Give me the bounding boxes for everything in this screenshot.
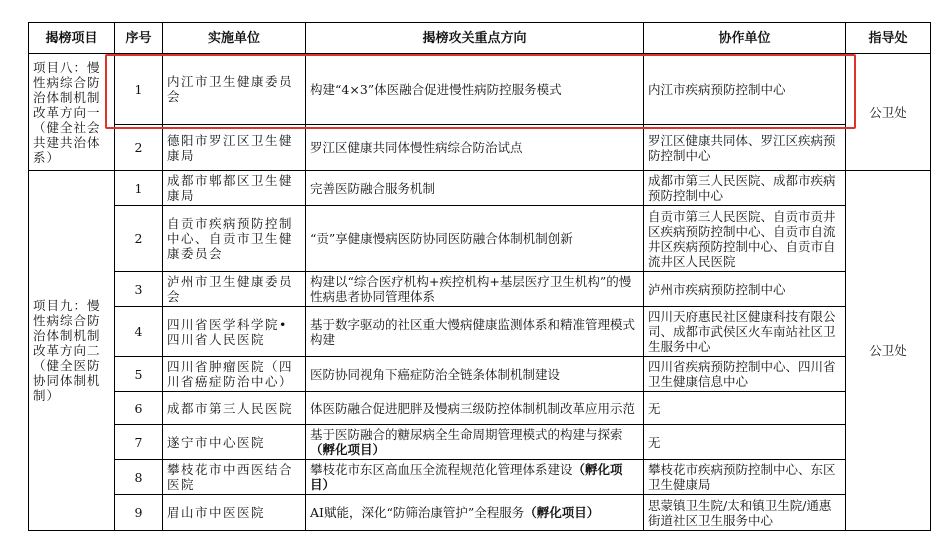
table-row <box>29 392 931 425</box>
table-row <box>29 425 931 460</box>
unit-cell: 四川省肿瘤医院（四川省癌症防治中心） <box>163 357 306 392</box>
partner-cell: 自贡市第三人民医院、自贡市贡井区疾病预防控制中心、自贡市自流井区疾病预防控制中心、自贡市自流井区人民医院 <box>644 206 846 272</box>
seq-cell: 5 <box>115 357 163 392</box>
direction-cell <box>306 206 644 272</box>
table-row <box>29 307 931 357</box>
unit-cell: 眉山市中医医院 <box>163 495 306 531</box>
unit-cell: 四川省医学科学院•四川省人民医院 <box>163 307 306 357</box>
partner-cell: 罗江区健康共同体、罗江区疾病预防控制中心 <box>644 125 846 171</box>
guide-cell: 公卫处 <box>846 171 931 531</box>
direction-cell <box>306 460 644 495</box>
unit-cell: 泸州市卫生健康委员会 <box>163 272 306 307</box>
seq-cell: 4 <box>115 307 163 357</box>
unit-cell: 德阳市罗江区卫生健康局 <box>163 125 306 171</box>
table-row <box>29 125 931 171</box>
direction-cell <box>306 357 644 392</box>
table-row <box>29 357 931 392</box>
direction-text: 构建“4×3”体医融合促进慢性病防控服务模式 <box>310 81 562 97</box>
table-row <box>29 171 931 206</box>
unit-cell: 成都市第三人民医院 <box>163 392 306 425</box>
seq-cell: 9 <box>115 495 163 531</box>
partner-cell: 四川省疾病预防控制中心、四川省卫生健康信息中心 <box>644 357 846 392</box>
direction-text: 完善医防融合服务机制 <box>310 180 436 196</box>
table-row <box>29 272 931 307</box>
direction-cell <box>306 54 644 125</box>
table-row <box>29 495 931 531</box>
seq-cell: 2 <box>115 125 163 171</box>
seq-cell: 1 <box>115 171 163 206</box>
table-row <box>29 460 931 495</box>
partner-cell: 思蒙镇卫生院/太和镇卫生院/通惠街道社区卫生服务中心 <box>644 495 846 531</box>
partner-cell: 四川天府惠民社区健康科技有限公司、成都市武侯区火车南站社区卫生服务中心 <box>644 307 846 357</box>
table-header-row <box>29 23 931 54</box>
header-project: 揭榜项目 <box>29 23 115 54</box>
direction-text: 医防协同视角下癌症防治全链条体制机制建设 <box>310 366 561 382</box>
header-direction: 揭榜攻关重点方向 <box>306 23 644 54</box>
partner-cell: 无 <box>644 425 846 460</box>
direction-cell <box>306 171 644 206</box>
direction-text: 构建以“综合医疗机构+疾控机构+基层医疗卫生机构”的慢性病患者协同管理体系 <box>310 274 632 304</box>
direction-tag: （孵化项目） <box>310 442 386 457</box>
direction-cell <box>306 307 644 357</box>
header-unit: 实施单位 <box>163 23 306 54</box>
unit-cell: 攀枝花市中西医结合医院 <box>163 460 306 495</box>
partner-cell: 成都市第三人民医院、成都市疾病预防控制中心 <box>644 171 846 206</box>
unit-cell: 遂宁市中心医院 <box>163 425 306 460</box>
seq-cell: 6 <box>115 392 163 425</box>
direction-cell <box>306 125 644 171</box>
header-guide: 指导处 <box>846 23 931 54</box>
direction-text: “贡”享健康慢病医防协同医防融合体制机制创新 <box>310 231 573 246</box>
project-cell: 项目八：慢性病综合防治体制机制改革方向一（健全社会共建共治体系） <box>29 54 115 171</box>
guide-cell: 公卫处 <box>846 54 931 171</box>
partner-cell: 内江市疾病预防控制中心 <box>644 54 846 125</box>
partner-cell: 攀枝花市疾病预防控制中心、东区卫生健康局 <box>644 460 846 495</box>
table-row <box>29 54 931 125</box>
unit-cell: 成都市郫都区卫生健康局 <box>163 171 306 206</box>
direction-cell <box>306 392 644 425</box>
direction-cell <box>306 272 644 307</box>
seq-cell: 8 <box>115 460 163 495</box>
header-seq: 序号 <box>115 23 163 54</box>
seq-cell: 7 <box>115 425 163 460</box>
unit-cell: 自贡市疾病预防控制中心、自贡市卫生健康委员会 <box>163 206 306 272</box>
direction-cell <box>306 495 644 531</box>
direction-tag: （孵化项目） <box>524 505 600 520</box>
direction-text: 基于医防融合的糖尿病全生命周期管理模式的构建与探索 <box>310 427 623 442</box>
project-cell: 项目九：慢性病综合防治体制机制改革方向二（健全医防协同体制机制） <box>29 171 115 531</box>
project-table <box>28 22 931 531</box>
direction-text: 体医防融合促进肥胖及慢病三级防控体制机制改革应用示范 <box>310 400 636 416</box>
unit-cell: 内江市卫生健康委员会 <box>163 54 306 125</box>
partner-cell: 泸州市疾病预防控制中心 <box>644 272 846 307</box>
seq-cell: 1 <box>115 54 163 125</box>
direction-text: AI赋能，深化“防筛治康管护”全程服务 <box>310 505 525 520</box>
direction-cell <box>306 425 644 460</box>
seq-cell: 3 <box>115 272 163 307</box>
partner-cell: 无 <box>644 392 846 425</box>
table-row <box>29 206 931 272</box>
direction-tag: （孵化项目） <box>310 462 623 492</box>
direction-text: 基于数字驱动的社区重大慢病健康监测体系和精准管理模式构建 <box>310 316 636 347</box>
seq-cell: 2 <box>115 206 163 272</box>
header-partner: 协作单位 <box>644 23 846 54</box>
direction-text: 罗江区健康共同体慢性病综合防治试点 <box>310 140 523 155</box>
direction-text: 攀枝花市东区高血压全流程规范化管理体系建设 <box>310 462 573 477</box>
